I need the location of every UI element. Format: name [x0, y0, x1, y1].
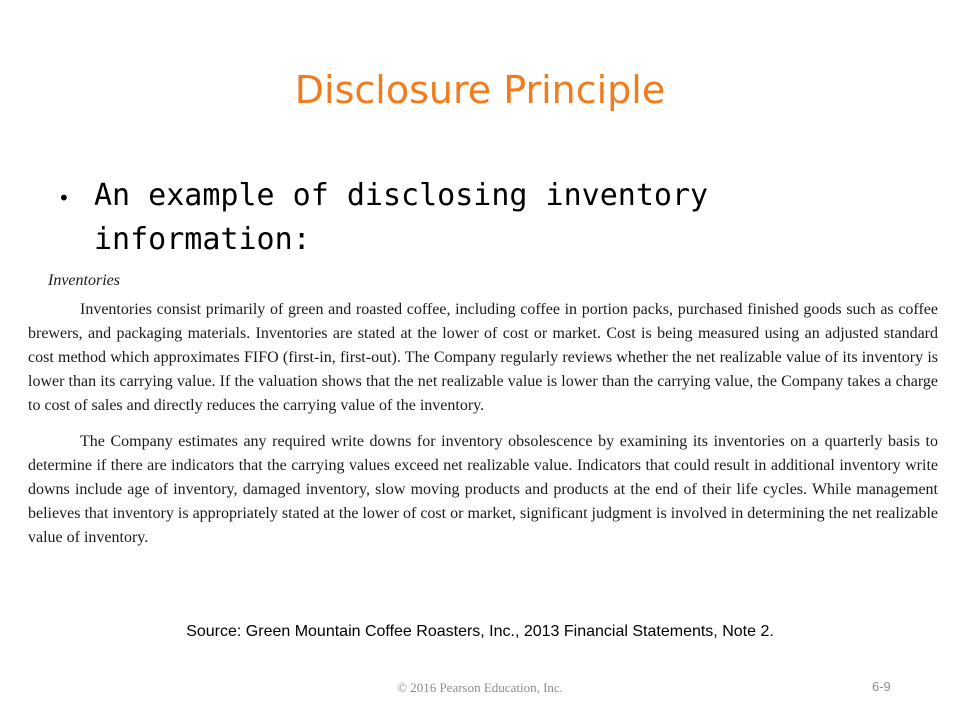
slide-title: Disclosure Principle [294, 68, 666, 112]
excerpt-paragraph: The Company estimates any required write downs for inventory obsolescence by examining its inventories on a quarterly basis to determine if there are indicators that the carrying values exceed net realizable value. Indicators that could result in additional inventory write downs include age of inventory, damaged inventory, slow moving products and products at the end of their life cycles. While management believes that inventory is appropriately stated at the lower of cost or market, significant judgment is involved in determining the net realizable value of inventory. [28, 433, 938, 546]
excerpt-paragraph: Inventories consist primarily of green and roasted coffee, including coffee in portion packs, purchased finished goods such as coffee brewers, and packaging materials. Inventories are stated at the lower of cost or market. Cost is being measured using an adjusted standard cost method which approximates FIFO (first-in, first-out). The Company regularly reviews whether the net realizable value of its inventory is lower than its carrying value. If the valuation shows that the net realizable value is lower than the carrying value, the Company takes a charge to cost of sales and directly reduces the carrying value of the inventory. [28, 301, 938, 414]
excerpt-heading: Inventories [48, 272, 120, 289]
copyright-notice: © 2016 Pearson Education, Inc. [397, 680, 563, 695]
bullet-text: An example of disclosing inventory information: [94, 178, 709, 257]
bullet-marker: • [58, 186, 70, 210]
bullet-point [58, 174, 918, 262]
financial-statement-excerpt [28, 270, 938, 550]
page-number: 6-9 [872, 679, 891, 694]
source-citation: Source: Green Mountain Coffee Roasters, Inc., 2013 Financial Statements, Note 2. [186, 623, 774, 640]
